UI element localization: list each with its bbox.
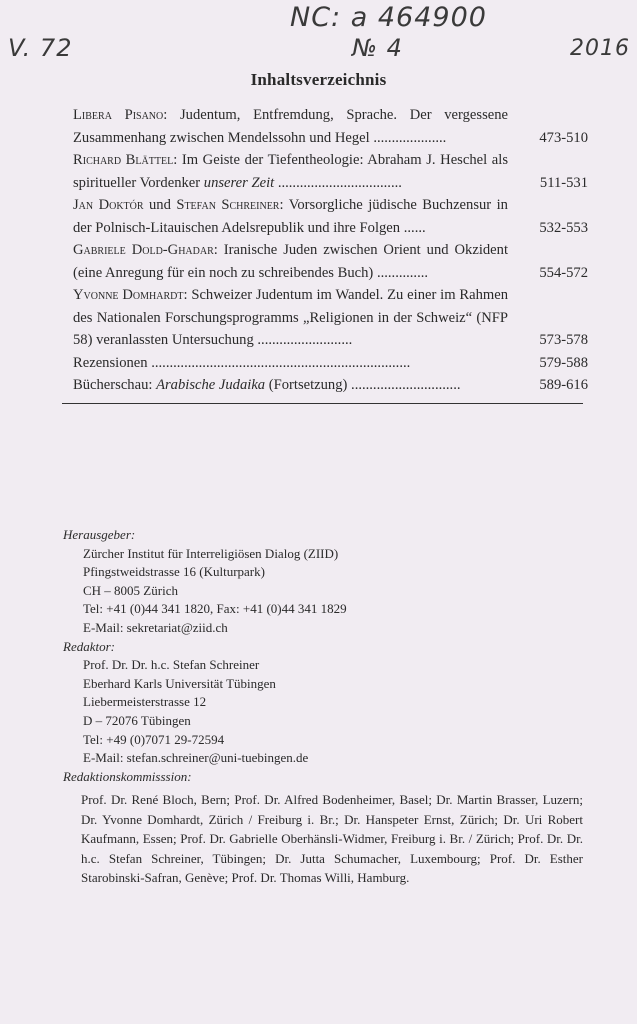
address-line: Tel: +41 (0)44 341 1820, Fax: +41 (0)44 341 1829 bbox=[83, 601, 347, 617]
toc-title: Im Geiste der Tiefentheologie: Abraham J. Heschel als spiritueller Vordenker bbox=[73, 152, 508, 191]
redaktor-address bbox=[63, 656, 583, 768]
toc-pages: 511-531 bbox=[539, 174, 588, 191]
address-line: Tel: +49 (0)7071 29-72594 bbox=[83, 731, 225, 747]
redaktor-heading: Redaktor: bbox=[63, 638, 115, 654]
toc-title: Rezensionen bbox=[73, 354, 148, 371]
toc-entry: Yvonne Domhardt: Schweizer Judentum im Wandel. Zu einer im Rahmen des Nationalen Forschungsprogramms „Religionen in der Schweiz“ (NFP 58) veranlassten Untersuchung .......................... 573-578 bbox=[73, 284, 588, 352]
page-title: Inhaltsverzeichnis bbox=[250, 70, 387, 89]
toc-author: Gabriele Dold-Ghadar bbox=[73, 242, 214, 258]
toc-conjunction: und bbox=[143, 197, 177, 213]
toc-pages: 473-510 bbox=[539, 129, 588, 146]
toc-entry: Jan Doktór und Stefan Schreiner: Vorsorgliche jüdische Buchzensur in der Polnisch-Litauischen Adelsrepublik und ihre Folgen ...... 532-553 bbox=[73, 194, 588, 239]
toc-title: Vorsorgliche jüdische Buchzensur in der Polnisch-Litauischen Adelsrepublik und ihre Folgen bbox=[73, 197, 508, 236]
table-of-contents bbox=[73, 104, 588, 397]
toc-pages: 532-553 bbox=[539, 219, 588, 236]
address-line: CH – 8005 Zürich bbox=[83, 582, 178, 598]
address-line: Zürcher Institut für Interreligiösen Dialog (ZIID) bbox=[83, 545, 339, 561]
herausgeber-heading: Herausgeber: bbox=[63, 527, 136, 542]
toc-entry: Libera Pisano: Judentum, Entfremdung, Sprache. Der vergessene Zusammenhang zwischen Mendelssohn und Hegel .................... 473-510 bbox=[73, 104, 588, 149]
toc-entry: Richard Blättel: Im Geiste der Tiefentheologie: Abraham J. Heschel als spiritueller Vordenker unserer Zeit .................................. 511-531 bbox=[73, 149, 588, 194]
address-line: D – 72076 Tübingen bbox=[83, 712, 191, 728]
handwritten-year: 2016 bbox=[570, 36, 630, 61]
toc-pages: 573-578 bbox=[539, 332, 588, 348]
toc-title: Schweizer Judentum im Wandel. Zu einer im Rahmen des Nationalen Forschungsprogramms „Religionen in der Schweiz“ (NFP 58) veranlassten Untersuchung bbox=[73, 287, 509, 348]
handwritten-call-number: NC: a 464900 bbox=[290, 2, 487, 33]
toc-pages: 589-616 bbox=[539, 377, 588, 393]
address-line: Liebermeisterstrasse 12 bbox=[83, 694, 207, 710]
toc-entry: Rezensionen ....................................................................... 579-588 bbox=[73, 352, 588, 375]
imprint bbox=[63, 526, 583, 887]
toc-title: Iranische Juden zwischen Orient und Okzident (eine Anregung für ein noch zu schreibendes Buch) bbox=[73, 242, 508, 281]
divider bbox=[62, 403, 583, 404]
address-line: Eberhard Karls Universität Tübingen bbox=[83, 675, 276, 691]
address-line: Pfingstweidstrasse 16 (Kulturpark) bbox=[83, 564, 265, 580]
toc-author: Jan Doktór bbox=[73, 197, 144, 213]
handwritten-volume: V. 72 bbox=[8, 34, 73, 62]
toc-title: Judentum, Entfremdung, Sprache. Der vergessene Zusammenhang zwischen Mendelssohn und Hegel bbox=[73, 107, 508, 146]
toc-entry: Bücherschau: Arabische Judaika (Fortsetzung) .............................. 589-616 bbox=[73, 374, 588, 397]
address-line: Prof. Dr. Dr. h.c. Stefan Schreiner bbox=[83, 657, 260, 673]
herausgeber-address bbox=[63, 545, 583, 638]
kommission-members: Prof. Dr. René Bloch, Bern; Prof. Dr. Alfred Bodenheimer, Basel; Dr. Martin Brasser, Luzern; Dr. Yvonne Domhardt, Zürich / Freiburg i. Br.; Dr. Hanspeter Ernst, Zürich; Dr. Uri Robert Kaufmann, Essen; Prof. Dr. Gabrielle Oberhänsli-Widmer, Freiburg i. Br. / Zürich; Prof. Dr. Dr. h.c. Stefan Schreiner, Tübingen; Dr. Jutta Schumacher, Luxembourg; Prof. Dr. Esther Starobinski-Safran, Genève; Prof. Dr. Thomas Willi, Hamburg. bbox=[81, 792, 583, 885]
toc-title-italic: unserer Zeit bbox=[203, 174, 275, 191]
toc-pages: 554-572 bbox=[539, 264, 588, 281]
toc-author: Yvonne Domhardt bbox=[73, 287, 184, 303]
toc-author: Richard Blättel bbox=[73, 152, 174, 168]
toc-title-italic: Arabische Judaika bbox=[156, 377, 266, 393]
toc-entry: Gabriele Dold-Ghadar: Iranische Juden zwischen Orient und Okzident (eine Anregung für ein noch zu schreibendes Buch) .............. 554-572 bbox=[73, 239, 588, 284]
toc-pages: 579-588 bbox=[539, 354, 588, 371]
kommission-heading: Redaktionskommisssion: bbox=[63, 768, 192, 784]
toc-title-suffix: (Fortsetzung) bbox=[265, 377, 348, 393]
address-line: E-Mail: sekretariat@ziid.ch bbox=[83, 619, 228, 635]
toc-title: Bücherschau: bbox=[73, 377, 157, 393]
handwritten-issue: № 4 bbox=[352, 34, 403, 62]
toc-author: Stefan Schreiner bbox=[176, 197, 280, 213]
toc-author: Libera Pisano bbox=[73, 107, 164, 123]
address-line: E-Mail: stefan.schreiner@uni-tuebingen.de bbox=[83, 750, 309, 766]
